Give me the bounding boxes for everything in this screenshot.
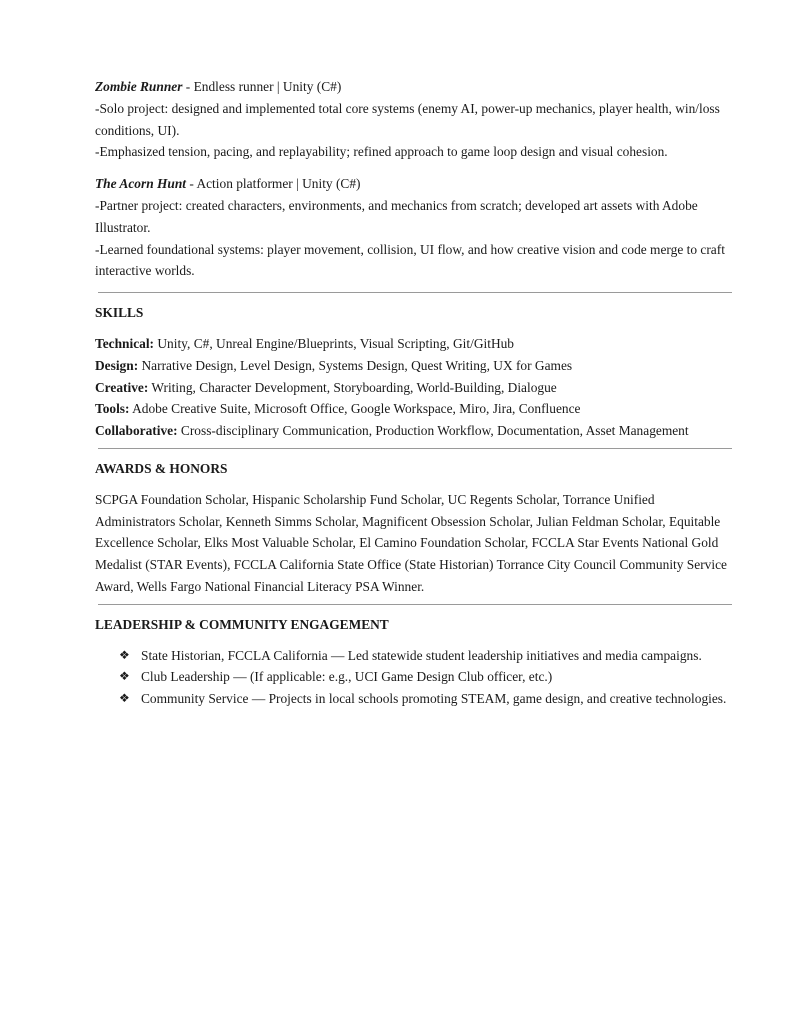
section-divider <box>98 292 732 293</box>
skill-row-creative <box>95 377 735 399</box>
leadership-heading: LEADERSHIP & COMMUNITY ENGAGEMENT <box>95 616 389 632</box>
skill-row-collaborative <box>95 420 735 442</box>
project-subtitle: - Endless runner | Unity (C#) <box>182 79 342 94</box>
skills-list <box>95 333 735 442</box>
diamond-bullet-icon: ❖ <box>119 691 130 706</box>
project-detail-line: -Emphasized tension, pacing, and replayability; refined approach to game loop design and visual cohesion. <box>95 144 668 160</box>
project-subtitle: - Action platformer | Unity (C#) <box>186 176 361 192</box>
project-header <box>95 173 735 195</box>
project-title: The Acorn Hunt <box>95 176 187 192</box>
skill-value: Adobe Creative Suite, Microsoft Office, Google Workspace, Miro, Jira, Confluence <box>129 401 581 417</box>
diamond-bullet-icon: ❖ <box>119 669 130 684</box>
skill-label: Collaborative: <box>95 423 178 439</box>
skill-row-technical <box>95 333 735 355</box>
skill-row-tools <box>95 398 735 420</box>
skill-value: Narrative Design, Level Design, Systems Design, Quest Writing, UX for Games <box>138 357 573 373</box>
awards-text: SCPGA Foundation Scholar, Hispanic Scholarship Fund Scholar, UC Regents Scholar, Torrance Unified Administrators Scholar, Kenneth Simms Scholar, Magnificent Obsession Scholar, Julian Feldman Scholar, Equitable Excellence Scholar, Elks Most Valuable Scholar, El Camino Foundation Scholar, FCCLA Star Events National Gold Medalist (STAR Events), FCCLA California State Office (State Historian) Torrance City Council Community Service Award, Wells Fargo National Financial Literacy PSA Winner. <box>95 491 727 594</box>
skill-value: Unity, C#, Unreal Engine/Blueprints, Visual Scripting, Git/GitHub <box>154 335 515 351</box>
section-divider <box>98 604 732 605</box>
skills-heading: SKILLS <box>95 305 144 321</box>
skill-value: Writing, Character Development, Storyboarding, World-Building, Dialogue <box>148 379 557 395</box>
project-title: Zombie Runner <box>95 79 183 94</box>
skill-row-design <box>95 355 735 377</box>
awards-heading: AWARDS & HONORS <box>95 460 228 476</box>
project-acorn-hunt <box>95 173 735 282</box>
section-divider <box>98 448 732 449</box>
project-detail-line: -Partner project: created characters, environments, and mechanics from scratch; developed art assets with Adobe Illustrator. <box>95 197 698 235</box>
resume-page <box>95 76 735 710</box>
skill-label: Creative: <box>95 379 149 395</box>
skill-label: Technical: <box>95 335 155 351</box>
skill-value: Cross-disciplinary Communication, Production Workflow, Documentation, Asset Management <box>177 423 689 439</box>
list-item-text: Club Leadership — (If applicable: e.g., UCI Game Design Club officer, etc.) <box>141 669 553 685</box>
project-detail-line: -Learned foundational systems: player movement, collision, UI flow, and how creative vision and code merge to craft interactive worlds. <box>95 241 725 279</box>
list-item-text: Community Service — Projects in local schools promoting STEAM, game design, and creative technologies. <box>141 691 727 707</box>
leadership-list <box>95 645 735 710</box>
skill-label: Tools: <box>95 401 130 417</box>
list-item <box>95 688 735 710</box>
project-header <box>95 76 735 98</box>
list-item-text: State Historian, FCCLA California — Led statewide student leadership initiatives and media campaigns. <box>141 647 702 663</box>
list-item <box>95 645 735 667</box>
project-detail-line: -Solo project: designed and implemented total core systems (enemy AI, power-up mechanics, player health, win/loss conditions, UI). <box>95 100 720 138</box>
project-zombie-runner <box>95 76 735 163</box>
list-item <box>95 666 735 688</box>
skill-label: Design: <box>95 357 139 373</box>
diamond-bullet-icon: ❖ <box>119 647 130 662</box>
